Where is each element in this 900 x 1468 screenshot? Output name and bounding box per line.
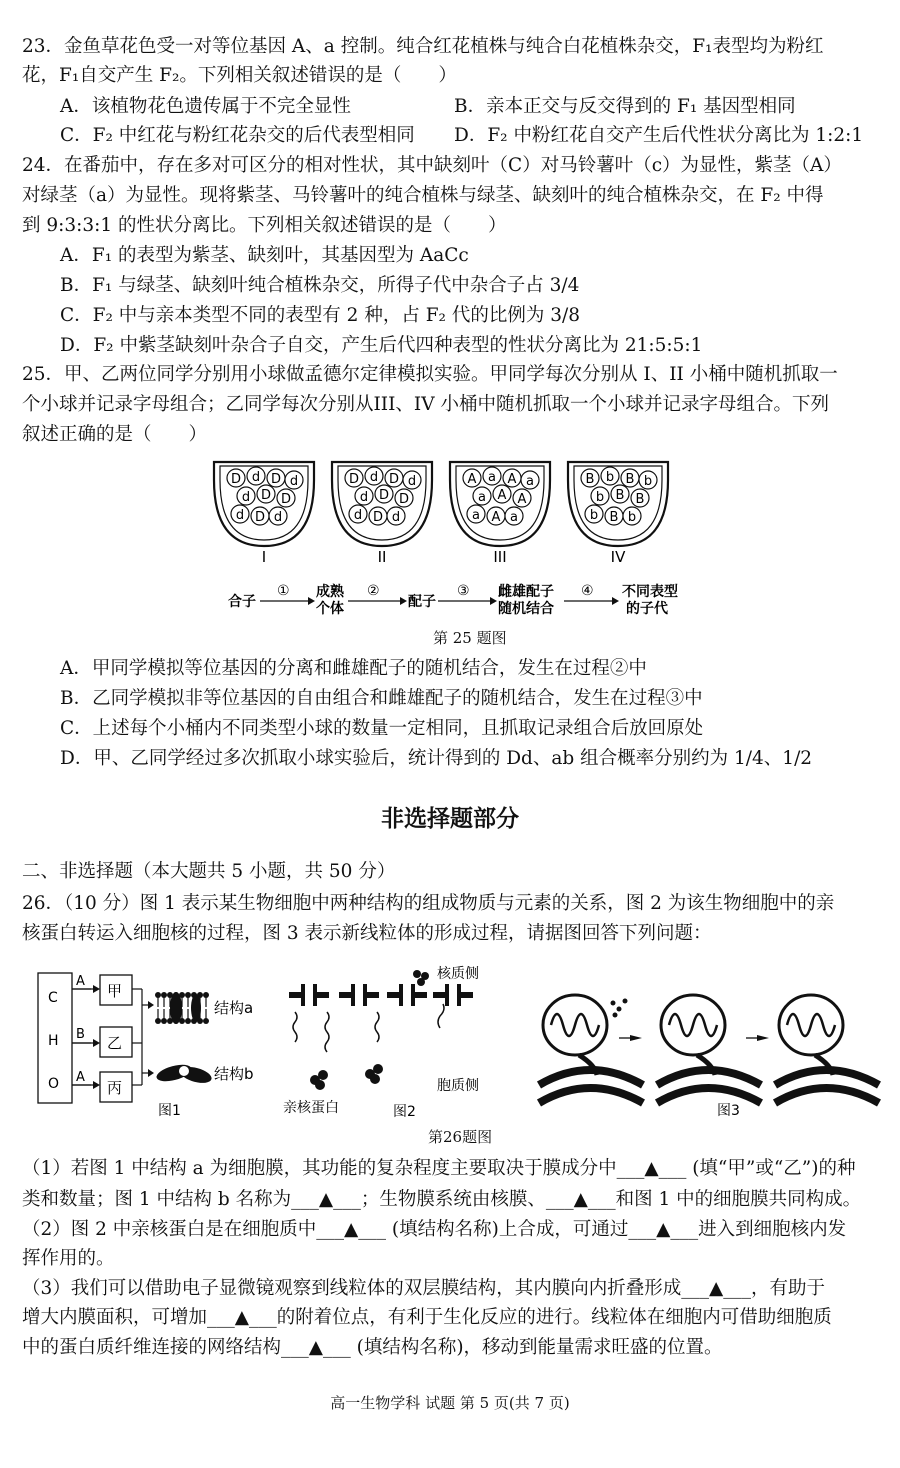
q26-figure-1 — [36, 965, 276, 1125]
q23-stem-line-2: 花，F₁自交产生 F₂。下列相关叙述错误的是（ ） — [22, 65, 457, 86]
q26-part3-line-3: 中的蛋白质纤维连接的网络结构___▲___ (填结构名称)，移动到能量需求旺盛的位置。 — [22, 1337, 723, 1358]
q26-part1-line-2: 类和数量；图 1 中结构 b 名称为___▲___；生物膜系统由核膜、___▲___和图 1 中的细胞膜共同构成。 — [22, 1189, 862, 1210]
q24-option-a: A．F₁ 的表型为紫茎、缺刻叶，其基因型为 AaCc — [60, 245, 469, 266]
flow-step-1: ① — [277, 583, 290, 599]
bucket-label: II — [377, 548, 387, 566]
q25-option-c: C．上述每个小桶内不同类型小球的数量一定相同，且抓取记录组合后放回原处 — [60, 718, 704, 739]
flow-offspring-1: 不同表型 — [622, 584, 678, 600]
ball-label: a — [510, 510, 518, 525]
ball-label: d — [273, 510, 283, 525]
flow-mature-2: 个体 — [316, 601, 344, 617]
q25-stem-line-3: 叙述正确的是（ ） — [22, 424, 208, 445]
q25-option-b: B．乙同学模拟非等位基因的自由组合和雌雄配子的随机结合，发生在过程③中 — [60, 688, 703, 709]
q23-option-c: C．F₂ 中红花与粉红花杂交的后代表型相同 — [60, 125, 415, 146]
ball-label: a — [472, 508, 480, 523]
element-h: H — [48, 1033, 59, 1049]
part-two-header: 二、非选择题（本大题共 5 小题，共 50 分） — [22, 861, 396, 882]
bucket-3 — [450, 462, 550, 566]
substance-bing: 丙 — [107, 1079, 123, 1097]
q24-option-c: C．F₂ 中与亲本类型不同的表型有 2 种，占 F₂ 代的比例为 3/8 — [60, 305, 580, 326]
q26-figure-2 — [275, 962, 505, 1130]
q24-stem-line-1: 24．在番茄中，存在多对可区分的相对性状，其中缺刻叶（C）对马铃薯叶（c）为显性，紫茎（A） — [22, 155, 842, 176]
q24-option-b: B．F₁ 与绿茎、缺刻叶纯合植株杂交，所得子代中杂合子占 3/4 — [60, 275, 580, 296]
cytoplasm-side-label: 胞质侧 — [437, 1078, 479, 1094]
bucket-label: III — [493, 548, 507, 566]
ball-label: d — [235, 508, 245, 523]
ball-label: D — [260, 488, 272, 503]
ball-label: d — [407, 474, 417, 489]
ball-label: d — [353, 508, 363, 523]
q26-figure-caption: 第26题图 — [428, 1128, 493, 1146]
ball-label: D — [388, 472, 400, 487]
mitochondrion-icon — [775, 995, 879, 1103]
ball-label: D — [378, 488, 390, 503]
flow-step-2: ② — [367, 583, 380, 599]
mitochondrion-icon — [657, 995, 761, 1103]
flow-fertilize-2: 随机结合 — [498, 601, 554, 617]
substance-jia: 甲 — [107, 982, 123, 1000]
q24-stem-line-3: 到 9:3:3:1 的性状分离比。下列相关叙述错误的是（ ） — [22, 215, 507, 236]
ball-label: b — [589, 508, 599, 523]
flow-gamete: 配子 — [408, 594, 436, 610]
element-o: O — [48, 1076, 60, 1092]
nuclear-protein-label: 亲核蛋白 — [283, 1100, 339, 1116]
nucleus-side-label: 核质侧 — [437, 966, 479, 982]
ball-label: d — [359, 490, 369, 505]
nuclear-protein-icon — [310, 1064, 383, 1090]
flow-zygote: 合子 — [228, 594, 256, 610]
ball-label: B — [635, 492, 645, 507]
ball-label: A — [497, 488, 507, 503]
ball-label: B — [585, 472, 595, 487]
ball-label: D — [372, 510, 384, 525]
ball-label: D — [270, 472, 282, 487]
ball-label: d — [241, 490, 251, 505]
ball-label: A — [517, 492, 527, 507]
fig1-caption: 图1 — [158, 1103, 181, 1119]
q26-part1-line-1: （1）若图 1 中结构 a 为细胞膜，其功能的复杂程度主要取决于膜成分中___▲___ (填“甲”或“乙”)的种 — [22, 1158, 856, 1179]
ball-label: D — [348, 472, 360, 487]
ball-label: D — [230, 472, 242, 487]
structure-a-label: 结构a — [214, 999, 254, 1017]
q26-part2-line-2: 挥作用的。 — [22, 1248, 115, 1269]
q26-stem-line-1: 26．（10 分）图 1 表示某生物细胞中两种结构的组成物质与元素的关系，图 2 为该生物细胞中的亲 — [22, 893, 835, 914]
q25-option-d: D．甲、乙同学经过多次抓取小球实验后，统计得到的 Dd、ab 组合概率分别约为 1/4、1/2 — [60, 748, 813, 769]
bucket-label: I — [261, 548, 267, 566]
bucket-4 — [568, 462, 668, 566]
ball-label: b — [627, 510, 637, 525]
q26-part3-line-1: （3）我们可以借助电子显微镜观察到线粒体的双层膜结构，其内膜向内折叠形成___▲___，有助于 — [22, 1278, 826, 1299]
ball-label: d — [391, 510, 401, 525]
q25-flow-diagram — [220, 578, 690, 628]
flow-mature-1: 成熟 — [316, 584, 344, 600]
q24-stem-line-2: 对绿茎（a）为显性。现将紫茎、马铃薯叶的纯合植株与绿茎、缺刻叶的纯合植株杂交，在 F₂ 中得 — [22, 185, 824, 206]
ball-label: b — [643, 474, 653, 489]
ball-label: B — [609, 510, 619, 525]
arrow-label-a1: A — [76, 974, 85, 989]
ball-label: A — [491, 510, 501, 525]
structure-b-label: 结构b — [214, 1065, 254, 1083]
ball-label: d — [251, 470, 261, 485]
q23-stem-line-1: 23．金鱼草花色受一对等位基因 A、a 控制。纯合红花植株与纯合白花植株杂交，F₁表型均为粉红 — [22, 36, 824, 57]
arrow-label-b: B — [76, 1027, 85, 1042]
flow-step-4: ④ — [581, 583, 594, 599]
flow-fertilize-1: 雌雄配子 — [498, 584, 554, 600]
q25-stem-line-1: 25．甲、乙两位同学分别用小球做孟德尔定律模拟实验。甲同学每次分别从 I、II 小桶中随机抓取一 — [22, 364, 838, 385]
arrow-label-a2: A — [76, 1070, 85, 1085]
q24-option-d: D．F₂ 中紫茎缺刻叶杂合子自交，产生后代四种表型的性状分离比为 21:5:5:1 — [60, 335, 703, 356]
fig2-caption: 图2 — [393, 1104, 416, 1120]
q23-option-d: D．F₂ 中粉红花自交产生后代性状分离比为 1:2:1 — [454, 125, 864, 146]
page-footer: 高一生物学科 试题 第 5 页(共 7 页) — [330, 1394, 570, 1412]
element-c: C — [48, 990, 58, 1006]
flow-step-3: ③ — [457, 583, 470, 599]
ball-label: D — [280, 492, 292, 507]
ball-label: a — [478, 490, 486, 505]
q23-option-b: B．亲本正交与反交得到的 F₁ 基因型相同 — [454, 96, 796, 117]
q26-figure-3 — [535, 985, 885, 1125]
q26-stem-line-2: 核蛋白转运入细胞核的过程，图 3 表示新线粒体的形成过程，请据图回答下列问题： — [22, 923, 712, 944]
ball-label: B — [615, 488, 625, 503]
mitochondrion-icon — [539, 995, 643, 1103]
q25-option-a: A．甲同学模拟等位基因的分离和雌雄配子的随机结合，发生在过程②中 — [60, 658, 647, 679]
q25-figure-caption: 第 25 题图 — [433, 629, 507, 647]
ball-label: b — [595, 490, 605, 505]
ball-label: D — [398, 492, 410, 507]
ball-label: d — [289, 474, 299, 489]
ball-label: a — [526, 474, 534, 489]
ball-label: A — [507, 472, 517, 487]
q26-part3-line-2: 增大内膜面积，可增加___▲___的附着位点，有利于生化反应的进行。线粒体在细胞内可借助细胞质 — [22, 1307, 832, 1328]
section-title: 非选择题部分 — [381, 806, 519, 832]
flow-offspring-2: 的子代 — [626, 601, 668, 617]
ball-label: b — [605, 470, 615, 485]
bucket-1 — [214, 462, 314, 566]
membrane-bilayer-icon — [155, 992, 209, 1024]
fig3-caption: 图3 — [717, 1103, 740, 1119]
ball-label: a — [488, 470, 496, 485]
q26-part2-line-1: （2）图 2 中亲核蛋白是在细胞质中___▲___ (填结构名称)上合成，可通过___▲___进入到细胞核内发 — [22, 1219, 847, 1240]
q25-stem-line-2: 个小球并记录字母组合；乙同学每次分别从III、IV 小桶中随机抓取一个小球并记录字母组合。下列 — [22, 394, 829, 415]
bucket-2 — [332, 462, 432, 566]
substance-yi: 乙 — [107, 1034, 123, 1052]
bucket-label: IV — [610, 548, 626, 566]
chromosome-icon — [155, 1062, 213, 1086]
ball-label: d — [369, 470, 379, 485]
ball-label: A — [467, 472, 477, 487]
ball-label: D — [254, 510, 266, 525]
q23-option-a: A．该植物花色遗传属于不完全显性 — [60, 96, 351, 117]
ball-label: B — [625, 472, 635, 487]
